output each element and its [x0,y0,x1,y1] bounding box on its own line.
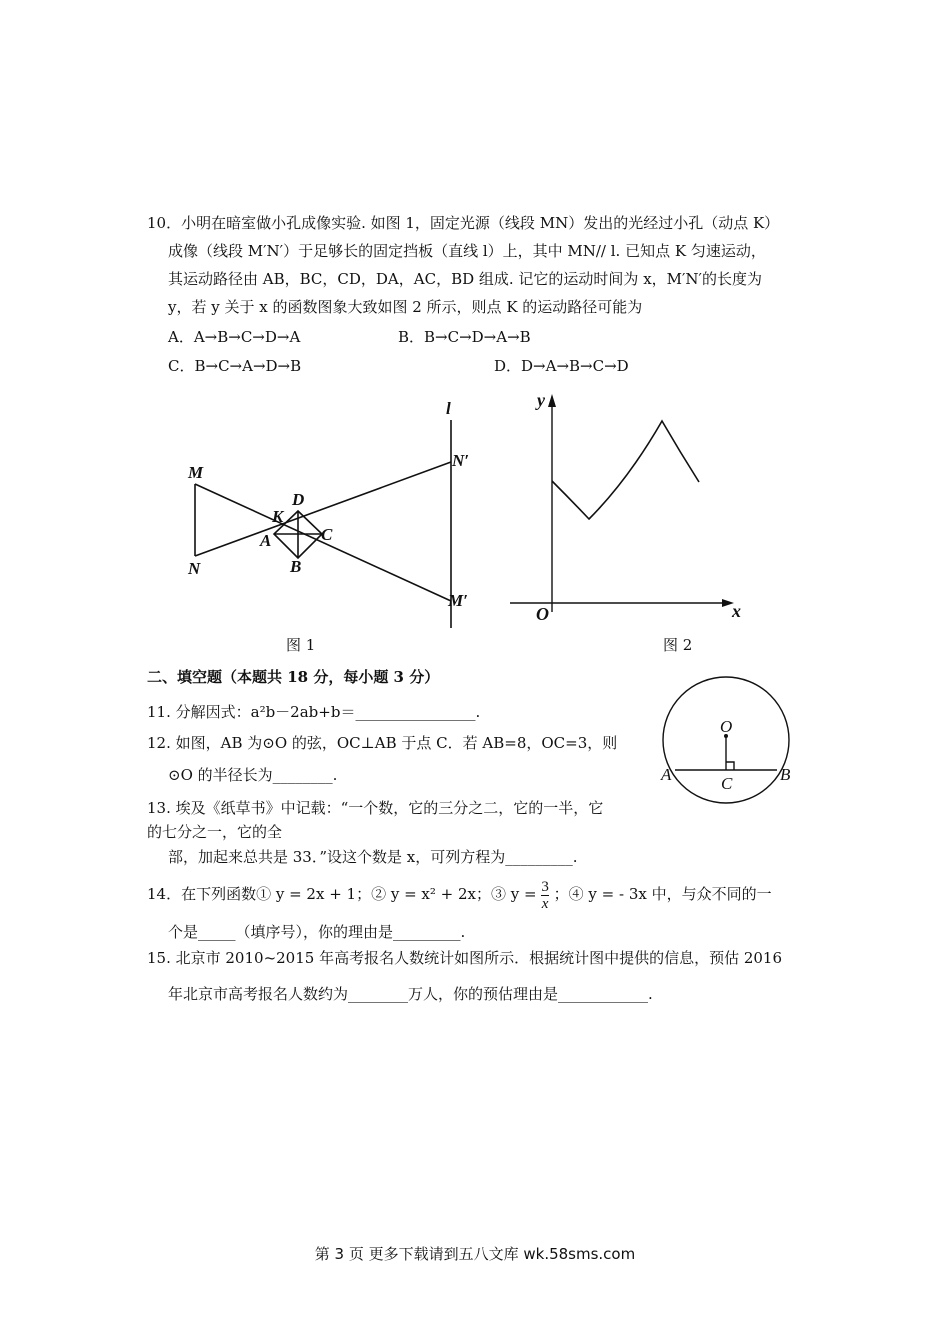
q10-line2: 成像（线段 M′N′）于足够长的固定挡板（直线 l）上，其中 MN// l. 已知点 K 匀速运动， [168,242,766,260]
circle-label-o: O [720,717,733,736]
label-y: y [537,390,545,410]
section-2-title: 二、填空题（本题共 18 分，每小题 3 分） [147,668,440,686]
right-angle-mark [726,762,734,770]
q12-line1: 12. 如图，AB 为⊙O 的弦，OC⊥AB 于点 C．若 AB=8，OC=3，则 [147,734,618,752]
label-m: M [188,463,204,482]
label-l: l [446,399,451,418]
q14-fraction-numerator: 3 [541,878,549,895]
q13-line1: 13. 埃及《纸草书》中记载：“一个数，它的三分之二，它的一半，它 [147,799,604,817]
q14-line1 [147,874,772,914]
figure-2-caption: 图 2 [663,636,693,654]
circle-label-c: C [721,774,733,793]
label-b: B [290,557,302,576]
q14-fraction-denominator: x [541,895,549,912]
page-footer: 第 3 页 更多下载请到五八文库 wk.58sms.com [314,1245,636,1263]
q10-line1: 10．小明在暗室做小孔成像实验. 如图 1，固定光源（线段 MN）发出的光经过小孔（动点 K） [147,214,780,232]
label-a: A [260,531,272,550]
q15-line2: 年北京市高考报名人数约为________万人，你的预估理由是____________. [168,985,653,1003]
label-k: K [272,507,284,526]
label-x: x [732,601,741,621]
q15-line1: 15. 北京市 2010~2015 年高考报名人数统计如图所示．根据统计图中提供的信息，预估 2016 [147,949,783,967]
q10-option-b: B．B→C→D→A→B [398,328,531,346]
q14-fraction [541,879,549,912]
label-d: D [292,490,305,509]
label-n: N [188,559,201,578]
label-m-prime: M′ [448,591,468,610]
q11-text: 11. 分解因式：a²b－2ab+b＝________________. [147,703,481,721]
q10-option-d: D．D→A→B→C→D [494,357,629,375]
circle-label-a: A [661,765,672,784]
circle-label-b: B [780,765,791,784]
q14-line2: 个是_____（填序号），你的理由是_________. [168,923,466,941]
q13-line3: 部，加起来总共是 33．”设这个数是 x，可列方程为_________. [168,848,578,866]
label-o: O [536,604,549,624]
q10-line3: 其运动路径由 AB，BC，CD，DA，AC，BD 组成. 记它的运动时间为 x，M′N′的长度为 [168,270,762,288]
q13-line2: 的七分之一，它的全 [147,823,283,841]
label-n-prime: N′ [452,451,470,470]
label-c: C [321,525,333,544]
q12-line2: ⊙O 的半径长为________. [168,766,338,784]
q10-line4: y，若 y 关于 x 的函数图象大致如图 2 所示，则点 K 的运动路径可能为 [168,298,643,316]
q10-option-c: C．B→C→A→D→B [168,357,302,375]
q10-option-a: A．A→B→C→D→A [168,328,301,346]
figure-1-caption: 图 1 [286,636,316,654]
q14-part1: 14．在下列函数① y = 2x + 1；② y = x² + 2x；③ y = [147,885,537,903]
q14-part2: ；④ y = - 3x 中，与众不同的一 [553,885,772,903]
